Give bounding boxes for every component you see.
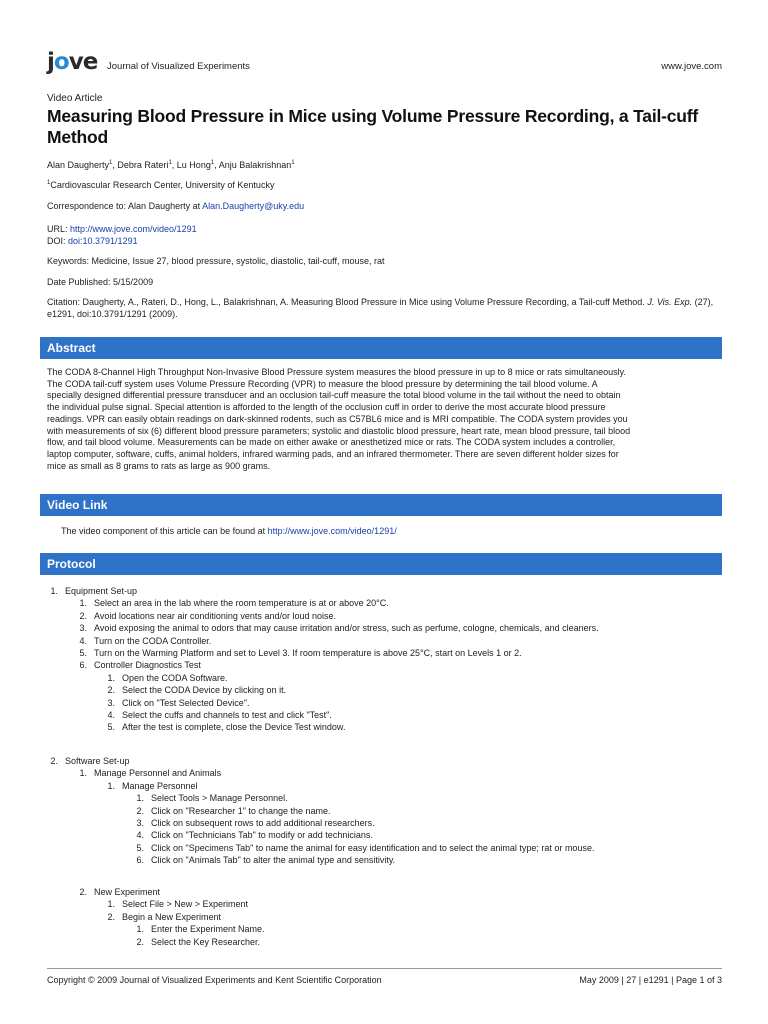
abstract-line: flow, and tail blood volume. Measurements can be made on either awake or anesthetized mice or rats. The CODA system includes a controller, <box>47 437 616 448</box>
affiliation: $^1$Cardiovascular Research Center, University of Kentucky <box>47 180 275 190</box>
article-type: Video Article <box>47 93 103 104</box>
step-text: Equipment Set-up <box>65 586 138 596</box>
step-number: 2. <box>107 685 115 696</box>
jove-logo[interactable]: jove <box>47 49 98 75</box>
article-url: URL: http://www.jove.com/video/1291 <box>47 224 197 234</box>
step-number: 1. <box>136 924 144 935</box>
step-number: 2. <box>79 610 87 621</box>
abstract-heading: Abstract <box>40 337 722 359</box>
article-title: Measuring Blood Pressure in Mice using Volume Pressure Recording, a Tail-cuff Method <box>47 106 699 147</box>
step-number: 4. <box>136 830 144 841</box>
step-number: 3. <box>107 697 115 708</box>
video-link-heading: Video Link <box>40 494 722 516</box>
step-text: Click on "Technicians Tab" to modify or add technicians. <box>151 830 373 841</box>
step-text: Select the cuffs and channels to test and click "Test". <box>122 710 332 720</box>
step-number: 2. <box>50 756 58 766</box>
date-published: Date Published: 5/15/2009 <box>47 277 154 287</box>
article-doi: DOI: doi:10.3791/1291 <box>47 236 138 246</box>
footer-copyright: Copyright © 2009 Journal of Visualized Experiments and Kent Scientific Corporation <box>47 975 382 985</box>
keywords: Keywords: Medicine, Issue 27, blood pressure, systolic, diastolic, tail-cuff, mouse, rat <box>47 256 385 266</box>
correspondence-email-link[interactable]: Alan.Daugherty@uky.edu <box>202 201 305 211</box>
step-number: 2. <box>107 911 115 922</box>
abstract-line: mice as small as 8 grams to rats as large as 900 grams. <box>47 460 271 471</box>
page-header <box>47 50 722 76</box>
step-number: 1. <box>79 598 87 609</box>
step-text: New Experiment <box>94 887 161 897</box>
step-number: 1. <box>136 793 144 804</box>
step-text: Open the CODA Software. <box>122 672 228 683</box>
step-text: Click on "Test Selected Device". <box>122 697 250 708</box>
abstract-line: the individual pulse signal. Special attention is afforded to the length of the occlusion cuff in order to derive the most accurate blood pressure <box>47 402 606 413</box>
author-name: Lu Hong <box>176 160 211 170</box>
step-number: 3. <box>79 623 87 634</box>
author-list: Alan Daugherty$^1$, Debra Rateri$^1$, Lu Hong$^1$, Anju Balakrishnan$^1$ <box>47 160 295 170</box>
step-text: Select Tools > Manage Personnel. <box>151 793 288 804</box>
step-text: Enter the Experiment Name. <box>151 924 265 935</box>
journal-name: Journal of Visualized Experiments <box>107 61 250 72</box>
abstract-line: with measurements of six (6) different blood pressure parameters; systolic and diastolic blood pressure, heart rate, mean blood pressure, tail blood <box>47 425 631 436</box>
step-number: 6. <box>79 660 87 671</box>
step-text: Click on "Specimens Tab" to name the animal for easy identification and to select the animal type; rat or mouse. <box>151 842 595 853</box>
step-text: Begin a New Experiment <box>122 911 222 922</box>
step-text: Manage Personnel and Animals <box>94 768 222 779</box>
step-number: 6. <box>136 855 144 866</box>
step-number: 5. <box>79 648 87 658</box>
abstract-line: The CODA tail-cuff system uses Volume Pressure Recording (VPR) to measure the blood pressure by determining the tail blood volume. A <box>47 378 598 389</box>
step-text: Software Set-up <box>65 756 130 766</box>
abstract-line: readings. VPR can easily obtain readings on dark-skinned rodents, such as C57BL6 mice and is MRI compatible. The CODA system provides you <box>47 413 628 424</box>
step-number: 4. <box>107 710 115 720</box>
step-text: Manage Personnel <box>122 780 198 791</box>
abstract-line: laptop computer, software, cuffs, animal holders, infrared warming pads, and an infrared thermometer. There are seven different holder sizes for <box>47 448 619 459</box>
step-number: 5. <box>107 722 115 733</box>
article-url-link[interactable]: http://www.jove.com/video/1291 <box>70 224 197 234</box>
step-text: After the test is complete, close the Device Test window. <box>122 722 346 733</box>
correspondence: Correspondence to: Alan Daugherty at Alan.Daugherty@uky.edu <box>47 201 305 211</box>
step-text: Turn on the CODA Controller. <box>94 635 212 646</box>
author-name: Alan Daugherty <box>47 160 110 170</box>
step-text: Controller Diagnostics Test <box>94 660 201 671</box>
step-number: 1. <box>107 780 115 791</box>
author-name: Anju Balakrishnan <box>218 160 292 170</box>
protocol-heading: Protocol <box>40 553 722 575</box>
step-number: 2. <box>79 887 87 897</box>
step-number: 1. <box>107 672 115 683</box>
video-url-link[interactable]: http://www.jove.com/video/1291/ <box>267 526 397 536</box>
site-url[interactable]: www.jove.com <box>661 61 722 72</box>
footer-page-info: May 2009 | 27 | e1291 | Page 1 of 3 <box>579 975 722 985</box>
step-text: Click on subsequent rows to add additional researchers. <box>151 818 375 828</box>
abstract-text <box>47 367 722 472</box>
step-text: Turn on the Warming Platform and set to Level 3. If room temperature is above 25°C, start on Levels 1 or 2. <box>94 648 522 658</box>
step-number: 2. <box>136 805 144 816</box>
step-number: 3. <box>136 818 144 828</box>
abstract-line: specially designed differential pressure transducer and an occlusion tail-cuff measure the total blood volume in the tail without the need to obtain <box>47 390 621 401</box>
step-text: Avoid locations near air conditioning vents and/or loud noise. <box>94 610 336 621</box>
step-text: Select an area in the lab where the room temperature is at or above 20°C. <box>94 598 389 609</box>
citation: Citation: Daugherty, A., Rateri, D., Hong, L., Balakrishnan, A. Measuring Blood Pressure in Mice using Volume Pressure Recording, a Tail-cuff Method. J. Vis. Exp. (27), e1291, doi:10.3791/1291 (2009). <box>47 297 714 319</box>
step-text: Select the Key Researcher. <box>151 936 261 947</box>
step-number: 2. <box>136 936 144 947</box>
doi-link[interactable]: doi:10.3791/1291 <box>68 236 138 246</box>
step-text: Avoid exposing the animal to odors that may cause irritation and/or stress, such as perfume, cologne, chemicals, and cleaners. <box>94 623 599 634</box>
step-text: Select the CODA Device by clicking on it. <box>122 685 287 696</box>
step-text: Select File > New > Experiment <box>122 899 249 910</box>
step-number: 4. <box>79 635 87 646</box>
step-number: 5. <box>136 842 144 853</box>
step-number: 1. <box>107 899 115 910</box>
footer-divider <box>47 968 722 969</box>
video-link-text: The video component of this article can be found at http://www.jove.com/video/1291/ <box>61 526 397 536</box>
step-text: Click on "Animals Tab" to alter the animal type and sensitivity. <box>151 855 396 866</box>
step-text: Click on "Researcher 1" to change the name. <box>151 805 331 816</box>
author-name: Debra Rateri <box>117 160 169 170</box>
abstract-line: The CODA 8-Channel High Throughput Non-Invasive Blood Pressure system measures the blood pressure in up to 8 mice or rats simultaneously. <box>47 367 626 377</box>
step-number: 1. <box>79 768 87 779</box>
step-number: 1. <box>50 586 58 596</box>
